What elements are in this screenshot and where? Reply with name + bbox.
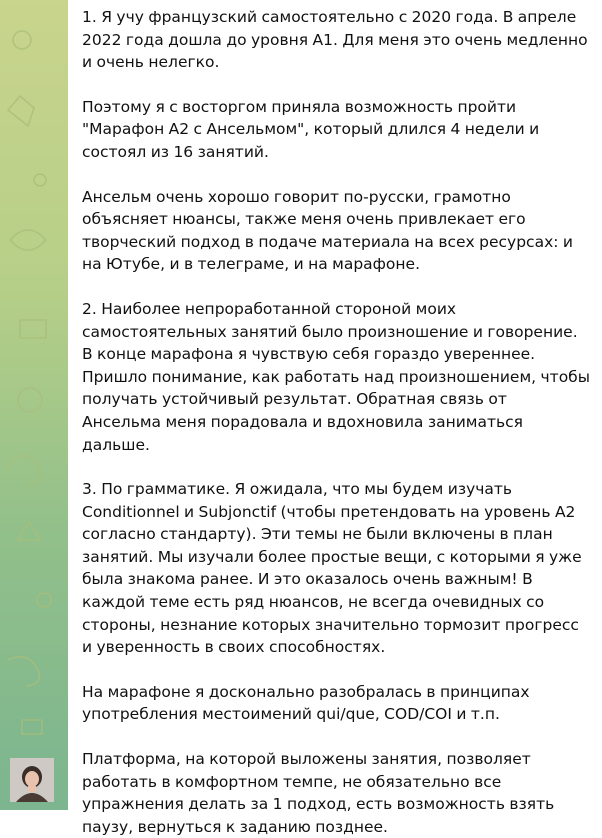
paragraph-3: Ансельм очень хорошо говорит по-русски, грамотно объясняет нюансы, также меня очень привлекает его творческий подход в подаче материала на всех ресурсах: и на Ютубе, и в телеграме, и на марафоне. (82, 187, 573, 274)
paragraph-2: Поэтому я с восторгом приняла возможность пройти "Марафон А2 с Ансельмом", который длился 4 недели и состоял из 16 занятий. (82, 97, 540, 161)
user-photo-icon (10, 758, 54, 802)
paragraph-7: Платформа, на которой выложены занятия, позволяет работать в комфортном темпе, не обязательно все упражнения делать за 1 подход, есть возможность взять паузу, вернуться к заданию позднее. (82, 750, 555, 836)
paragraph-5: 3. По грамматике. Я ожидала, что мы будем изучать Conditionnel и Subjonctif (чтобы претендовать на уровень А2 согласно стандарту). Эти темы не были включены в план занятий. Мы изучали более простые вещи, с которыми я уже была знакома ранее. И это оказалось очень важным! В каждой теме есть ряд нюансов, не всегда очевидных со стороны, незнание которых значительно тормозит прогресс и уверенность в своих способностях. (82, 480, 582, 657)
paragraph-4: 2. Наиболее непроработанной стороной моих самостоятельных занятий было произношение и говорение. В конце марафона я чувствую себя гораздо увереннее. Пришло понимание, как работать над произношением, чтобы получать устойчивый результат. Обратная связь от Ансельма меня порадовала и вдохновила заниматься дальше. (82, 299, 590, 454)
paragraph-6: На марафоне я досконально разобралась в принципах употребления местоимений qui/que, COD/COI и т.п. (82, 682, 530, 724)
avatar[interactable] (10, 758, 54, 802)
paragraph-1: 1. Я учу французский самостоятельно с 2020 года. В апреле 2022 года дошла до уровня А1. Для меня это очень медленно и очень нелегко. (82, 8, 588, 72)
message-bubble[interactable] (68, 0, 602, 836)
doodle-pattern (0, 0, 70, 810)
message-text (82, 6, 590, 838)
